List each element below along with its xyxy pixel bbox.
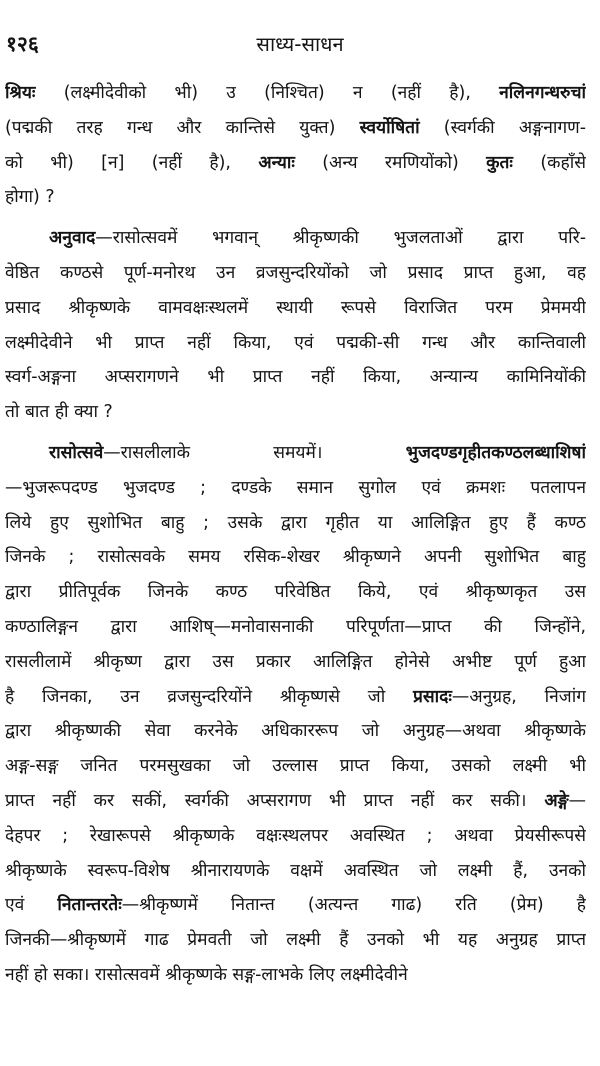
text-run: कण्ठालिङ्गन द्वारा आशिष्—मनोवासनाकी परिपूर्णता—प्राप्त की जिन्होंने, [5, 616, 586, 637]
text-run: —श्रीकृष्णमें नितान्त (अत्यन्त गाढ) रति (प्रेम) है [121, 895, 586, 916]
text-run: द्वारा श्रीकृष्णकी सेवा करनेके अधिकाररूप जो अनुग्रह—अथवा श्रीकृष्णके [5, 721, 586, 742]
text-run: जिनकी—श्रीकृष्णमें गाढ प्रेमवती जो लक्ष्मी हैं उनको भी यह अनुग्रह प्राप्त [5, 930, 586, 951]
text-run: स्वर्ग-अङ्गना अप्सरागणने भी प्राप्त नहीं किया, अन्यान्य कामिनियोंकी [5, 367, 586, 388]
text-line [5, 395, 586, 430]
text-run: (लक्ष्मीदेवीको भी) उ (निश्चित) न (नहीं है), [35, 83, 500, 103]
page-number: १२६ [6, 32, 39, 56]
text-run: अङ्ग-सङ्ग जनित परमसुखका जो उल्लास प्राप्त किया, उसको लक्ष्मी भी [5, 756, 586, 777]
bold-term: अन्याः [258, 152, 295, 173]
text-line [5, 958, 586, 993]
bold-term: प्रसादः [413, 686, 452, 707]
text-run: रासलीलामें श्रीकृष्ण द्वारा उस प्रकार आलिङ्गित होनेसे अभीष्ट पूर्ण हुआ [5, 651, 586, 672]
text-line [5, 291, 586, 326]
text-line [5, 819, 586, 854]
text-run: श्रीकृष्णके स्वरूप-विशेष श्रीनारायणके वक्षमें अवस्थित जो लक्ष्मी हैं, उनको [5, 860, 586, 881]
text-run: को भी) [न] (नहीं है), [5, 152, 259, 173]
text-run: प्रसाद श्रीकृष्णके वामवक्षःस्थलमें स्थायी रूपसे विराजित परम प्रेममयी [5, 297, 586, 318]
text-line [5, 784, 586, 819]
text-run: है जिनका, उन व्रजसुन्दरियोंने श्रीकृष्णसे जो [5, 686, 414, 707]
bold-term: नितान्तरतेः [57, 895, 122, 916]
text-run: देहपर ; रेखारूपसे श्रीकृष्णके वक्षःस्थलपर अवस्थित ; अथवा प्रेयसीरूपसे [5, 825, 586, 846]
text-run: (स्वर्गकी अङ्गनागण- [419, 117, 586, 138]
text-line [5, 923, 586, 958]
bold-term: अङ्गे [544, 790, 569, 811]
text-line [5, 749, 586, 784]
text-line [5, 645, 586, 680]
text-line [5, 436, 586, 471]
bold-term: भुजदण्डगृहीतकण्ठलब्धाशिषां [405, 442, 586, 463]
text-line [5, 471, 586, 506]
text-line [5, 221, 586, 256]
text-line [5, 575, 586, 610]
bold-term: नलिनगन्धरुचां [499, 83, 586, 103]
text-run: एवं [5, 895, 58, 916]
text-run: वेष्ठित कण्ठसे पूर्ण-मनोरथ उन व्रजसुन्दरियोंको जो प्रसाद प्राप्त हुआ, वह [5, 262, 586, 283]
running-title: साध्य-साधन [256, 32, 344, 56]
text-line [5, 76, 586, 111]
bold-term: रासोत्सवे [49, 442, 104, 463]
text-line [5, 714, 586, 749]
text-run: —रासलीलाके समयमें। [103, 442, 406, 463]
text-run: लिये हुए सुशोभित बाहु ; उसके द्वारा गृहीत या आलिङ्गित हुए हैं कण्ठ [5, 512, 586, 533]
text-run: (अन्य रमणियोंको) [294, 152, 487, 173]
text-line [5, 256, 586, 291]
text-line [5, 680, 586, 715]
text-run: —रासोत्सवमें भगवान् श्रीकृष्णकी भुजलताओं द्वारा परि- [95, 228, 586, 249]
bold-term: अनुवाद [49, 228, 96, 249]
text-run: —भुजरूपदण्ड भुजदण्ड ; दण्डके समान सुगोल एवं क्रमशः पतलापन [5, 477, 586, 498]
text-run: —अनुग्रह, निजांग [451, 686, 586, 707]
text-line [5, 146, 586, 181]
text-line [5, 111, 586, 146]
text-line [5, 360, 586, 395]
bold-term: श्रियः [5, 83, 36, 103]
text-line [5, 506, 586, 541]
text-line [5, 854, 586, 889]
text-run: लक्ष्मीदेवीने भी प्राप्त नहीं किया, एवं पद्मकी-सी गन्ध और कान्तिवाली [5, 332, 586, 353]
text-line [5, 326, 586, 361]
text-run: द्वारा प्रीतिपूर्वक जिनके कण्ठ परिवेष्ठित किये, एवं श्रीकृष्णकृत उस [5, 582, 586, 603]
text-run: होगा) ? [5, 187, 55, 208]
text-run: (कहाँसे [512, 152, 586, 173]
text-line [5, 540, 586, 575]
text-line [5, 610, 586, 645]
text-run: प्राप्त नहीं कर सकीं, स्वर्गकी अप्सरागण भी प्राप्त नहीं कर सकी। [5, 790, 545, 811]
text-run: जिनके ; रासोत्सवके समय रसिक-शेखर श्रीकृष्णने अपनी सुशोभित बाहु [5, 547, 586, 568]
text-run: — [568, 790, 586, 811]
bold-term: स्वर्योषितां [359, 117, 420, 138]
bold-term: कुतः [486, 152, 513, 173]
text-run: (पद्मकी तरह गन्ध और कान्तिसे युक्त) [5, 117, 360, 138]
text-run: तो बात ही क्या ? [5, 402, 113, 423]
text-line [5, 180, 586, 215]
text-line [5, 888, 586, 923]
text-run: नहीं हो सका। रासोत्सवमें श्रीकृष्णके सङ्ग-लाभके लिए लक्ष्मीदेवीने [5, 964, 408, 985]
body-text [5, 76, 586, 993]
